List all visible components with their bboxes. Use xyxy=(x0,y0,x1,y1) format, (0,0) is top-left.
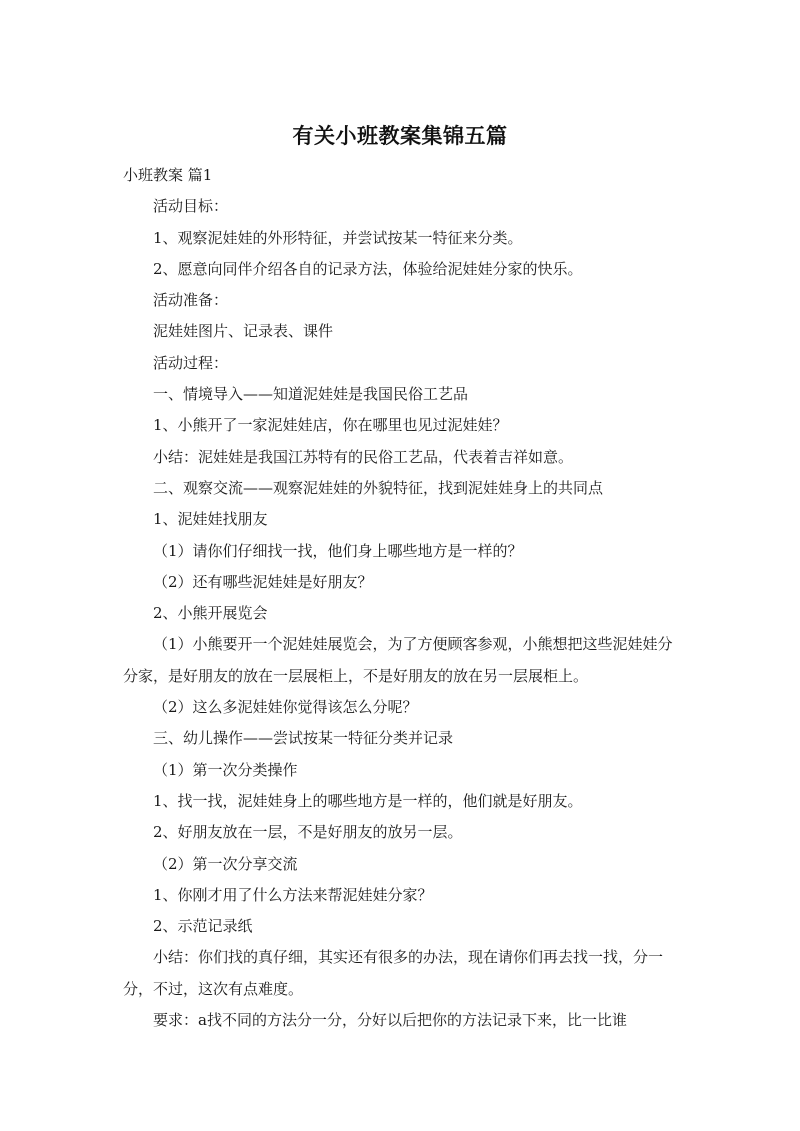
paragraph: 三、幼儿操作——尝试按某一特征分类并记录 xyxy=(153,729,454,748)
paragraph: 小结：泥娃娃是我国江苏特有的民俗工艺品，代表着吉祥如意。 xyxy=(153,447,574,466)
paragraph: 要求：a找不同的方法分一分，分好以后把你的方法记录下来，比一比谁 xyxy=(153,1011,627,1030)
paragraph: 活动过程： xyxy=(153,353,229,372)
paragraph: 1、泥娃娃找朋友 xyxy=(153,510,268,529)
paragraph: （2）第一次分享交流 xyxy=(153,854,298,873)
page-title: 有关小班教案集锦五篇 xyxy=(292,124,508,148)
paragraph: 1、观察泥娃娃的外形特征，并尝试按某一特征来分类。 xyxy=(153,228,523,247)
paragraph: 1、小熊开了一家泥娃娃店，你在哪里也见过泥娃娃？ xyxy=(153,416,508,435)
paragraph: 2、愿意向同伴介绍各自的记录方法，体验给泥娃娃分家的快乐。 xyxy=(153,259,583,278)
paragraph: 活动目标： xyxy=(153,197,229,216)
paragraph: 泥娃娃图片、记录表、课件 xyxy=(153,322,334,341)
paragraph: 1、找一找，泥娃娃身上的哪些地方是一样的，他们就是好朋友。 xyxy=(153,791,583,810)
paragraph: （1）请你们仔细找一找，他们身上哪些地方是一样的？ xyxy=(153,541,523,560)
paragraph: 一、情境导入——知道泥娃娃是我国民俗工艺品 xyxy=(153,385,469,404)
paragraph: （1）第一次分类操作 xyxy=(153,760,298,779)
section-heading: 小班教案 篇1 xyxy=(123,166,213,184)
paragraph: 二、观察交流——观察泥娃娃的外貌特征，找到泥娃娃身上的共同点 xyxy=(153,478,604,497)
paragraph: 2、好朋友放在一层，不是好朋友的放另一层。 xyxy=(153,823,463,842)
paragraph: （2）还有哪些泥娃娃是好朋友？ xyxy=(153,572,373,591)
paragraph: 活动准备： xyxy=(153,291,229,310)
paragraph: （2）这么多泥娃娃你觉得该怎么分呢？ xyxy=(153,698,418,717)
document-body xyxy=(123,160,683,1036)
paragraph: （1）小熊要开一个泥娃娃展览会，为了方便顾客参观，小熊想把这些泥娃娃分分家，是好朋友的放在一层展柜上，不是好朋友的放在另一层展柜上。 xyxy=(123,635,673,685)
paragraph: 小结：你们找的真仔细，其实还有很多的办法，现在请你们再去找一找，分一分，不过，这次有点难度。 xyxy=(123,948,664,998)
paragraph: 1、你刚才用了什么方法来帮泥娃娃分家？ xyxy=(153,885,433,904)
paragraph: 2、小熊开展览会 xyxy=(153,604,268,623)
paragraph: 2、示范记录纸 xyxy=(153,917,253,936)
